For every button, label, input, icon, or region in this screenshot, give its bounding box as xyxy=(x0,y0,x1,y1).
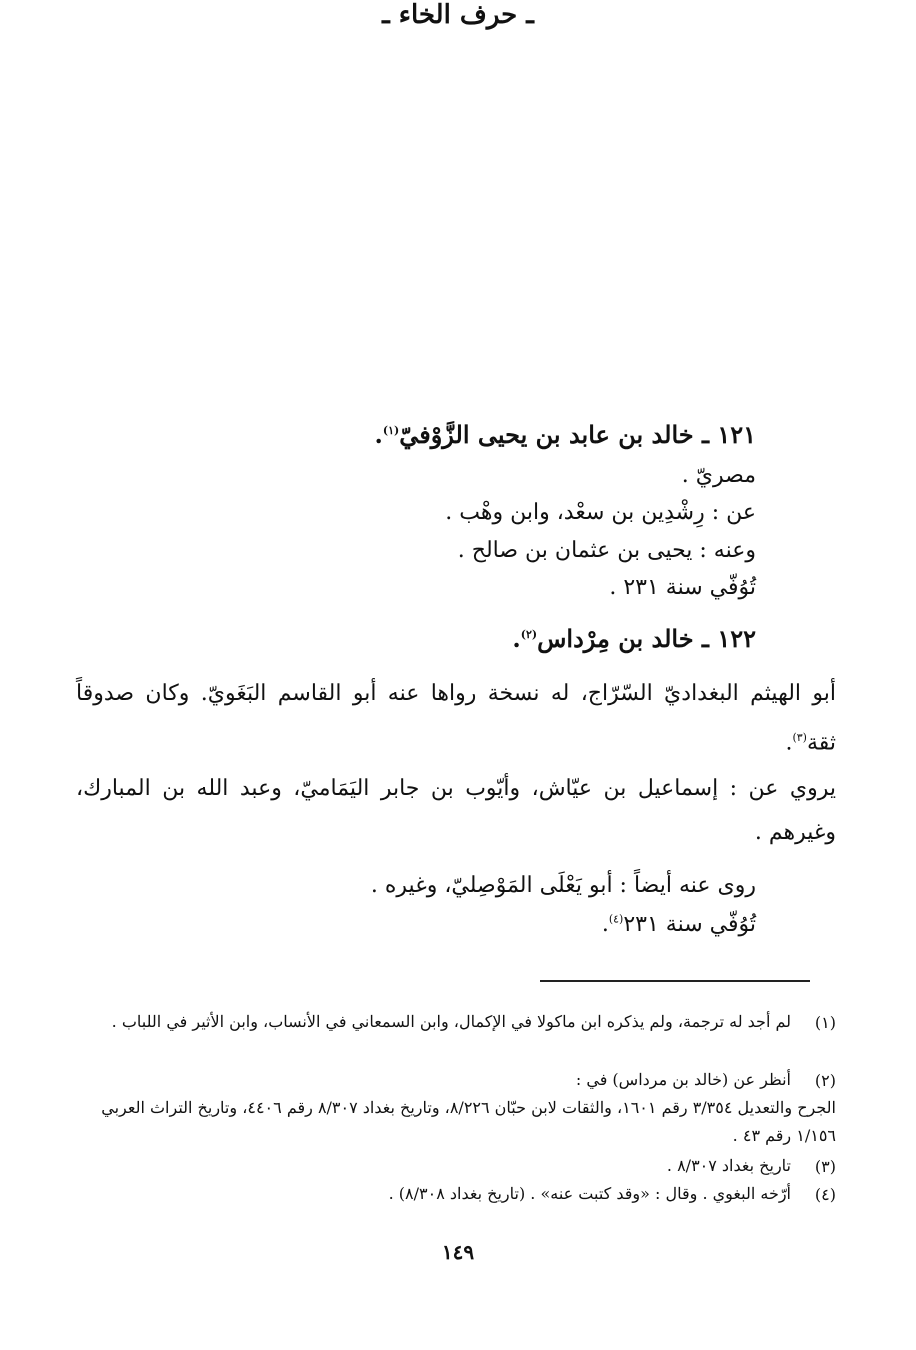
entry-121-line: تُوُفّي سنة ٢٣١ . xyxy=(609,575,756,600)
entry-121-line: عن : رِشْدِين بن سعْد، وابن وهْب . xyxy=(445,500,756,525)
footnote-ref-1: (١) xyxy=(382,424,400,437)
footnote-text: أنظر عن (خالد بن مرداس) في : xyxy=(575,1070,791,1089)
footnote-text: تاريخ بغداد ٨/٣٠٧ . xyxy=(666,1156,791,1175)
footnote-number: (٢) xyxy=(814,1071,836,1090)
entry-122-paragraph-2: يروي عن : إسماعيل بن عيّاش، وأيّوب بن جابر اليَمَاميّ، وعبد الله بن المبارك، وغيرهم . xyxy=(76,776,836,845)
entry-122-paragraph-1-text: أبو الهيثم البغداديّ السّرّاج، له نسخة رواها عنه أبو القاسم البَغَويّ. وكان صدوقاً ثقة xyxy=(76,681,836,756)
entry-121-line: مصريّ . xyxy=(681,463,756,488)
entry-121-heading-text: ١٢١ ـ خالد بن عابد بن يحيى الزَّوْفيّ xyxy=(399,420,756,449)
entry-121-heading xyxy=(375,420,756,449)
entry-122-paragraph-1-end: . xyxy=(785,730,793,756)
footnote-text: لم أجد له ترجمة، ولم يذكره ابن ماكولا في الإكمال، وابن السمعاني في الأنساب، وابن الأثير في اللباب . xyxy=(111,1012,791,1031)
entry-122-heading-end: . xyxy=(512,624,521,653)
footnote-ref-4: (٤) xyxy=(608,912,624,926)
entry-122-heading-text: ١٢٢ ـ خالد بن مِرْداس xyxy=(537,624,756,653)
entry-122-death-text: تُوُفّي سنة ٢٣١ xyxy=(623,912,756,937)
entry-122-death-end: . xyxy=(601,912,609,937)
footnote-number: (٤) xyxy=(814,1185,836,1204)
footnote-text: أرّخه البغوي . وقال : «وقد كتبت عنه» . (تاريخ بغداد ٨/٣٠٨) . xyxy=(388,1184,791,1203)
entry-122-heading xyxy=(512,624,756,653)
entry-122-death-line xyxy=(602,912,756,937)
footnote-divider xyxy=(540,980,810,982)
entry-121-heading-end: . xyxy=(374,420,383,449)
footnote-text-continued: الجرح والتعديل ٣/٣٥٤ رقم ١٦٠١، والثقات لابن حبّان ٨/٢٢٦، وتاريخ بغداد ٨/٣٠٧ رقم ٤٤٠٦، وتاريخ التراث العربي ١/١٥٦ رقم ٤٣ . xyxy=(101,1098,836,1145)
footnote-ref-3: (٣) xyxy=(792,731,807,744)
entry-122-paragraph-1 xyxy=(76,672,836,765)
footnote-number: (١) xyxy=(814,1013,836,1032)
footnote-ref-2: (٢) xyxy=(520,628,538,641)
entry-122-line: روى عنه أيضاً : أبو يَعْلَى المَوْصِليّ، وغيره . xyxy=(370,873,756,898)
page-number: ١٤٩ xyxy=(441,1240,475,1264)
chapter-title: ـ حرف الخاء ـ xyxy=(382,0,534,30)
footnote-number: (٣) xyxy=(814,1157,836,1176)
entry-121-line: وعنه : يحيى بن عثمان بن صالح . xyxy=(457,538,756,563)
